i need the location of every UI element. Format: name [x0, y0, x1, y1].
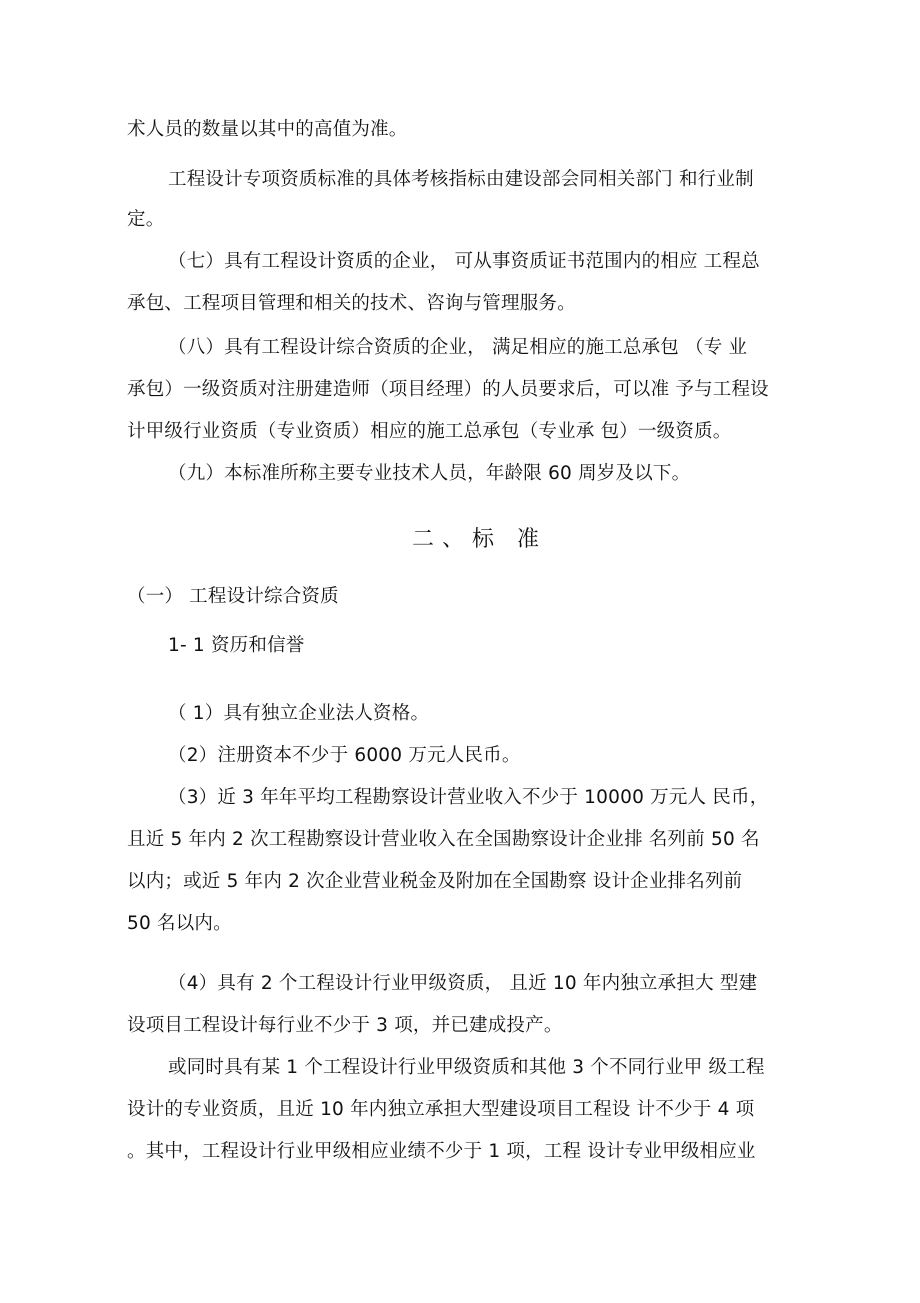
text-line: 工程设计专项资质标准的具体考核指标由建设部会同相关部门 和行业制	[168, 169, 754, 190]
text-line: （八）具有工程设计综合资质的企业， 满足相应的施工总承包 （专 业	[168, 337, 748, 358]
text-line: 承包、工程项目管理和相关的技术、咨询与管理服务。	[127, 293, 576, 314]
text-line: 计甲级行业资质（专业资质）相应的施工总承包（专业承 包）一级资质。	[127, 421, 732, 442]
text-line: （九）本标准所称主要专业技术人员，年龄限 60 周岁及以下。	[168, 463, 691, 484]
text-line: 设计的专业资质，且近 10 年内独立承担大型建设项目工程设 计不少于 4 项	[127, 1099, 755, 1120]
text-line: 设项目工程设计每行业不少于 3 项，并已建成投产。	[127, 1015, 563, 1036]
subsection-title: （一） 工程设计综合资质	[127, 586, 339, 607]
text-line: （3）近 3 年年平均工程勘察设计营业收入不少于 10000 万元人 民币，	[168, 787, 769, 808]
text-line: （ 1）具有独立企业法人资格。	[168, 703, 430, 724]
item-title: 1- 1 资历和信誉	[168, 635, 305, 656]
text-line: 50 名以内。	[127, 913, 232, 934]
text-line: 。其中，工程设计行业甲级相应业绩不少于 1 项，工程 设计专业甲级相应业	[127, 1141, 756, 1162]
text-line: 承包）一级资质对注册建造师（项目经理）的人员要求后，可以准 予与工程设	[127, 379, 769, 400]
text-line: （4）具有 2 个工程设计行业甲级资质， 且近 10 年内独立承担大 型建	[168, 973, 758, 994]
text-line: 定。	[127, 209, 165, 230]
text-line: （七）具有工程设计资质的企业， 可从事资质证书范围内的相应 工程总	[168, 251, 760, 272]
text-line: 术人员的数量以其中的高值为准。	[127, 119, 408, 140]
text-line: （2）注册资本不少于 6000 万元人民币。	[168, 745, 521, 766]
text-line: 且近 5 年内 2 次工程勘察设计营业收入在全国勘察设计企业排 名列前 50 名	[127, 829, 760, 850]
text-line: 或同时具有某 1 个工程设计行业甲级资质和其他 3 个不同行业甲 级工程	[168, 1057, 765, 1078]
text-line: 以内；或近 5 年内 2 次企业营业税金及附加在全国勘察 设计企业排名列前	[127, 871, 743, 892]
section-heading: 二、标 准	[412, 527, 547, 552]
